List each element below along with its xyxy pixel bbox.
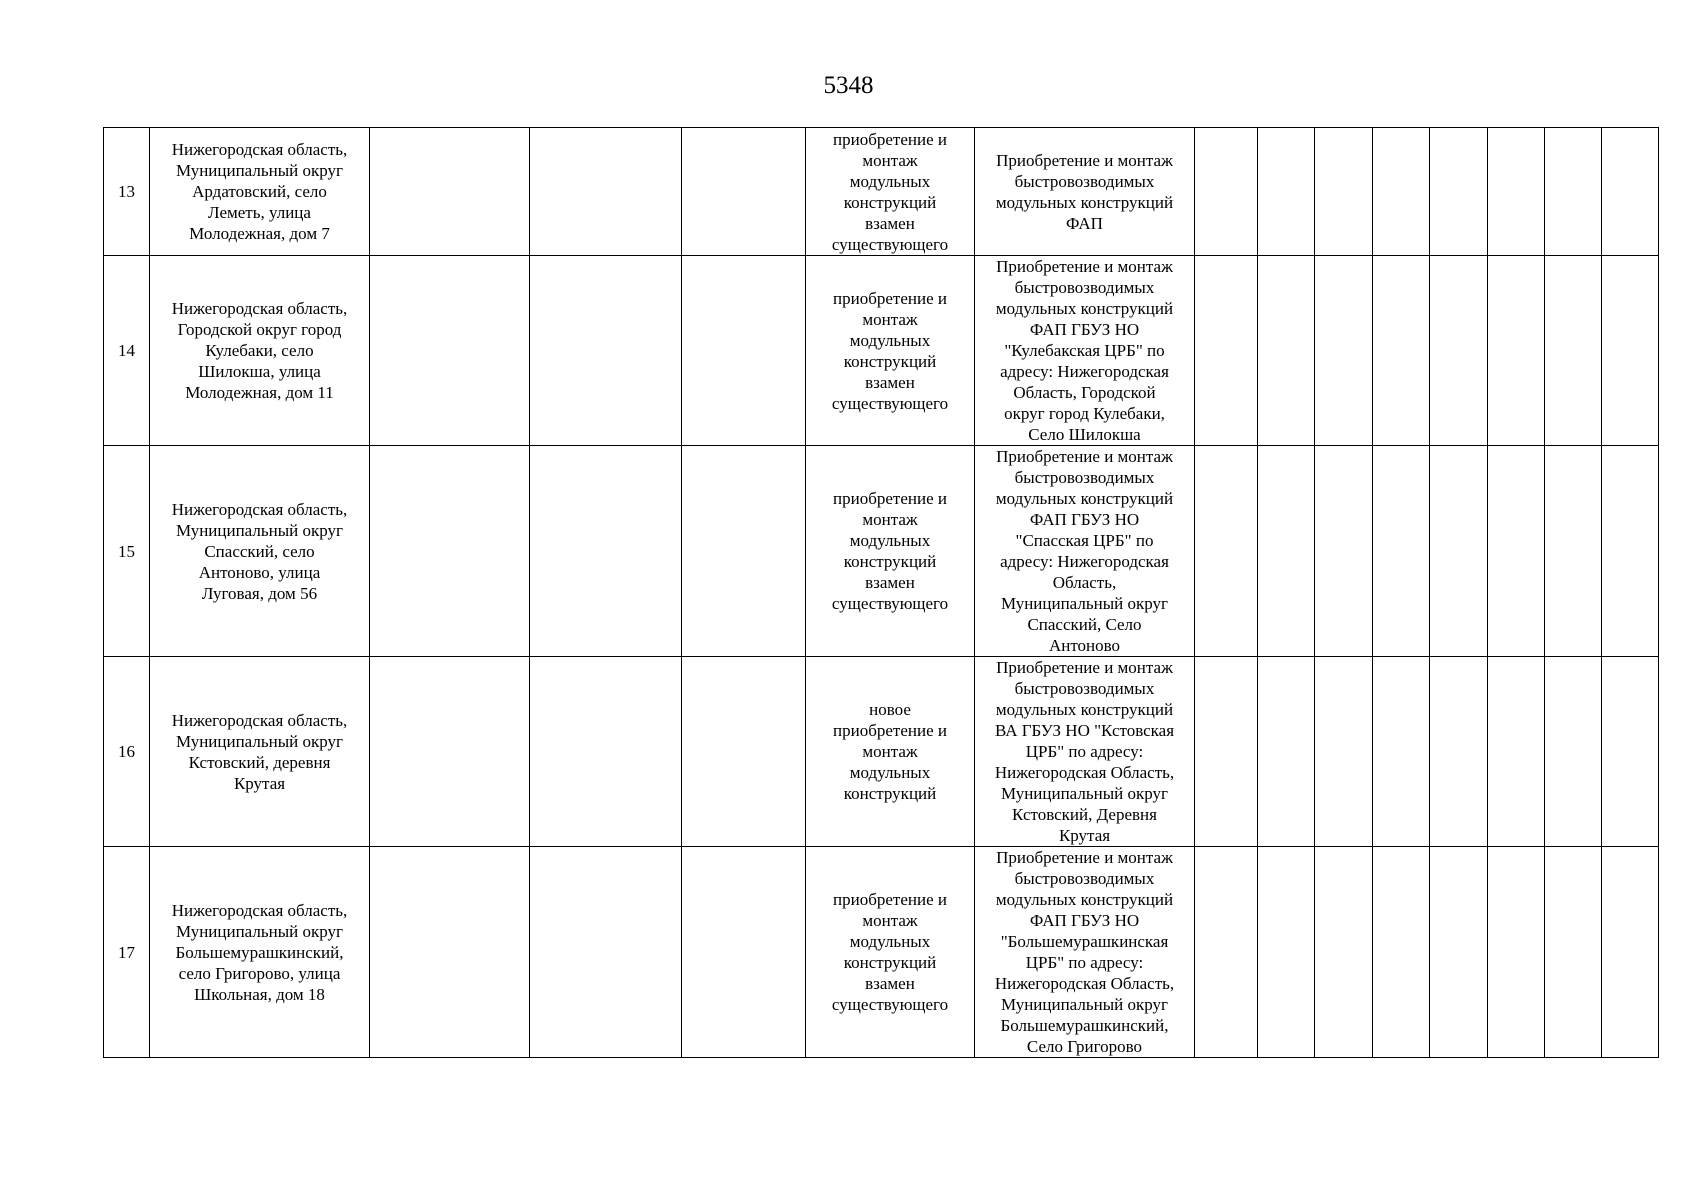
description-cell: Приобретение и монтаж быстровозводимых модульных конструкций ФАП ГБУЗ НО "Кулебакская ЦРБ" по адресу: Нижегородская Область, Городской округ город Кулебаки, Село Шилокша bbox=[975, 256, 1195, 446]
measure-cell: приобретение и монтаж модульных конструкций взамен существующего bbox=[806, 256, 975, 446]
empty-cell bbox=[682, 446, 806, 657]
empty-cell bbox=[530, 128, 682, 256]
empty-cell bbox=[1602, 847, 1659, 1058]
address-cell: Нижегородская область, Муниципальный округ Спасский, село Антоново, улица Луговая, дом 56 bbox=[150, 446, 370, 657]
address-cell: Нижегородская область, Городской округ город Кулебаки, село Шилокша, улица Молодежная, дом 11 bbox=[150, 256, 370, 446]
measure-cell: приобретение и монтаж модульных конструкций взамен существующего bbox=[806, 446, 975, 657]
empty-cell bbox=[682, 657, 806, 847]
empty-cell bbox=[1430, 847, 1488, 1058]
empty-cell bbox=[1373, 128, 1430, 256]
empty-cell bbox=[370, 446, 530, 657]
description-cell: Приобретение и монтаж быстровозводимых модульных конструкций ФАП bbox=[975, 128, 1195, 256]
empty-cell bbox=[1258, 446, 1315, 657]
empty-cell bbox=[682, 847, 806, 1058]
empty-cell bbox=[1488, 847, 1545, 1058]
empty-cell bbox=[1258, 256, 1315, 446]
empty-cell bbox=[1488, 446, 1545, 657]
address-cell: Нижегородская область, Муниципальный округ Большемурашкинский, село Григорово, улица Школьная, дом 18 bbox=[150, 847, 370, 1058]
table-row bbox=[104, 256, 1659, 446]
row-number: 13 bbox=[104, 128, 150, 256]
table-row bbox=[104, 128, 1659, 256]
empty-cell bbox=[1315, 128, 1373, 256]
empty-cell bbox=[682, 128, 806, 256]
empty-cell bbox=[530, 657, 682, 847]
empty-cell bbox=[370, 657, 530, 847]
empty-cell bbox=[1488, 128, 1545, 256]
empty-cell bbox=[1258, 847, 1315, 1058]
measure-cell: приобретение и монтаж модульных конструкций взамен существующего bbox=[806, 847, 975, 1058]
facilities-table bbox=[103, 127, 1659, 1058]
empty-cell bbox=[1195, 256, 1258, 446]
empty-cell bbox=[1488, 256, 1545, 446]
empty-cell bbox=[1373, 256, 1430, 446]
empty-cell bbox=[1195, 847, 1258, 1058]
table-row bbox=[104, 657, 1659, 847]
empty-cell bbox=[1258, 657, 1315, 847]
empty-cell bbox=[1373, 446, 1430, 657]
table-row bbox=[104, 446, 1659, 657]
description-cell: Приобретение и монтаж быстровозводимых модульных конструкций ФАП ГБУЗ НО "Спасская ЦРБ" по адресу: Нижегородская Область, Муниципальный округ Спасский, Село Антоново bbox=[975, 446, 1195, 657]
address-cell: Нижегородская область, Муниципальный округ Кстовский, деревня Крутая bbox=[150, 657, 370, 847]
empty-cell bbox=[1315, 446, 1373, 657]
description-cell: Приобретение и монтаж быстровозводимых модульных конструкций ВА ГБУЗ НО "Кстовская ЦРБ" по адресу: Нижегородская Область, Муниципальный округ Кстовский, Деревня Крутая bbox=[975, 657, 1195, 847]
empty-cell bbox=[1430, 446, 1488, 657]
row-number: 14 bbox=[104, 256, 150, 446]
row-number: 15 bbox=[104, 446, 150, 657]
empty-cell bbox=[1195, 446, 1258, 657]
empty-cell bbox=[1315, 657, 1373, 847]
empty-cell bbox=[1488, 657, 1545, 847]
measure-cell: новое приобретение и монтаж модульных конструкций bbox=[806, 657, 975, 847]
empty-cell bbox=[530, 256, 682, 446]
empty-cell bbox=[1315, 847, 1373, 1058]
empty-cell bbox=[1373, 847, 1430, 1058]
empty-cell bbox=[1373, 657, 1430, 847]
row-number: 17 bbox=[104, 847, 150, 1058]
description-cell: Приобретение и монтаж быстровозводимых модульных конструкций ФАП ГБУЗ НО "Большемурашкинская ЦРБ" по адресу: Нижегородская Область, Муниципальный округ Большемурашкинский, Село Григорово bbox=[975, 847, 1195, 1058]
empty-cell bbox=[1545, 657, 1602, 847]
empty-cell bbox=[370, 256, 530, 446]
empty-cell bbox=[530, 446, 682, 657]
empty-cell bbox=[682, 256, 806, 446]
row-number: 16 bbox=[104, 657, 150, 847]
empty-cell bbox=[1602, 657, 1659, 847]
empty-cell bbox=[1430, 657, 1488, 847]
empty-cell bbox=[530, 847, 682, 1058]
empty-cell bbox=[1315, 256, 1373, 446]
empty-cell bbox=[1602, 446, 1659, 657]
empty-cell bbox=[1545, 847, 1602, 1058]
empty-cell bbox=[1545, 256, 1602, 446]
empty-cell bbox=[1430, 256, 1488, 446]
empty-cell bbox=[1195, 128, 1258, 256]
address-cell: Нижегородская область, Муниципальный округ Ардатовский, село Леметь, улица Молодежная, дом 7 bbox=[150, 128, 370, 256]
empty-cell bbox=[370, 128, 530, 256]
empty-cell bbox=[1430, 128, 1488, 256]
empty-cell bbox=[370, 847, 530, 1058]
table-row bbox=[104, 847, 1659, 1058]
empty-cell bbox=[1545, 446, 1602, 657]
empty-cell bbox=[1195, 657, 1258, 847]
empty-cell bbox=[1545, 128, 1602, 256]
empty-cell bbox=[1258, 128, 1315, 256]
empty-cell bbox=[1602, 256, 1659, 446]
page-number: 5348 bbox=[823, 72, 874, 99]
empty-cell bbox=[1602, 128, 1659, 256]
measure-cell: приобретение и монтаж модульных конструкций взамен существующего bbox=[806, 128, 975, 256]
